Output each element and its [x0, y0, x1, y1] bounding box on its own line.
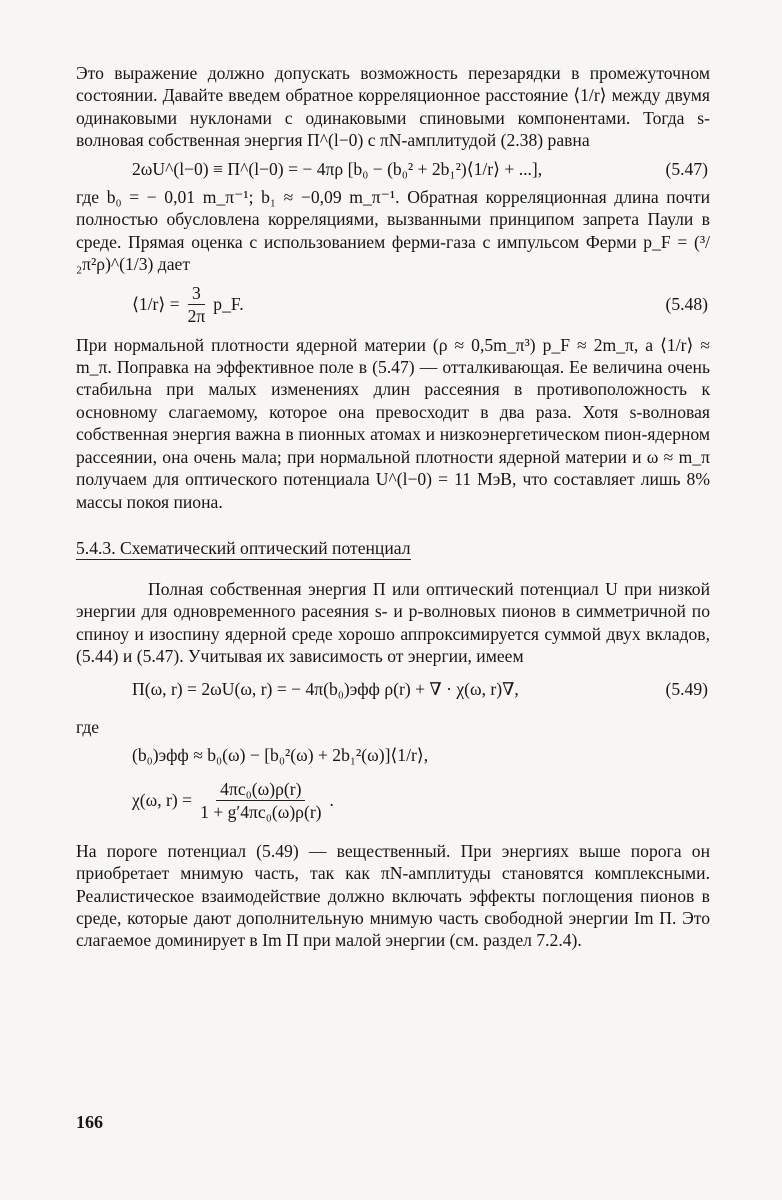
- equation-5-48-fraction: [184, 283, 210, 326]
- equation-5-49-body: Π(ω, r) = 2ωU(ω, r) = − 4π(b₀)эфф ρ(r) + ∇ · χ(ω, r)∇,: [132, 678, 519, 699]
- definition-chi-fraction: [196, 779, 325, 822]
- where-label: где: [76, 716, 100, 737]
- equation-5-48-number: (5.48): [665, 294, 708, 315]
- definition-chi-numerator: 4πc₀(ω)ρ(r): [216, 779, 305, 801]
- equation-5-47: [76, 158, 710, 180]
- equation-5-49: [76, 678, 710, 700]
- paragraph-2: где b₀ = − 0,01 m_π⁻¹; b₁ ≈ −0,09 m_π⁻¹. Обратная корреляционная длина почти полностью обусловлена корреляциями, вызванными принципом запрета Паули в среде. Прямая оценка с использованием ферми-газа с импульсом Ферми p_F = (³/₂π²ρ)^(1/3) дает: [76, 187, 710, 275]
- paragraph-5: На пороге потенциал (5.49) — вещественный. При энергиях выше порога он приобретает мнимую часть, так как πN-амплитуды становятся комплексными. Реалистическое взаимодействие должно включать эффекты поглощения пионов в среде, которые дают дополнительную мнимую часть свободной энергии Im Π. Это слагаемое доминирует в Im Π при малой энергии (см. раздел 7.2.4).: [76, 840, 710, 951]
- equation-5-48-rhs: p_F.: [213, 294, 244, 315]
- paragraph-1: Это выражение должно допускать возможность перезарядки в промежуточном состоянии. Давайте введем обратное корреляционное расстояние ⟨1/r⟩ между двумя одинаковыми нуклонами с одинаковыми спиновыми компонентами. Тогда s-волновая собственная энергия Π^(l−0) с πN-амплитудой (2.38) равна: [76, 63, 710, 151]
- equation-5-47-body: 2ωU^(l−0) ≡ Π^(l−0) = − 4πρ [b₀ − (b₀² + 2b₁²)⟨1/r⟩ + ...],: [132, 158, 543, 179]
- definition-chi-rhs: .: [329, 790, 334, 811]
- paragraph-3: При нормальной плотности ядерной материи (ρ ≈ 0,5m_π³) p_F ≈ 2m_π, а ⟨1/r⟩ ≈ m_π. Поправка на эффективное поле в (5.47) — отталкивающая. Ее величина очень стабильна при малых изменениях длин рассеяния в противоположность к основному слагаемому, которое она превосходит в два раза. Хотя s-волновая собственная энергия важна в пионных атомах и низкоэнергетическом пион-ядерном рассеянии, она очень мала; при нормальной плотности ядерной материи и ω ≈ m_π получаем для оптического потенциала U^(l−0) = 11 МэВ, что составляет лишь 8% массы покоя пиона.: [76, 334, 710, 512]
- paragraph-4: Полная собственная энергия Π или оптический потенциал U при низкой энергии для одновременного расеяния s- и p-волновых пионов в симметричной по спиноу и изоспину ядерной среде хорошо аппроксимируется суммой двух вкладов, (5.44) и (5.47). Учитывая их зависимость от энергии, имеем: [76, 578, 710, 667]
- equation-5-48-body: [76, 283, 244, 326]
- section-heading: 5.4.3. Схематический оптический потенциал: [76, 537, 411, 558]
- equation-5-48-lhs: ⟨1/r⟩ =: [132, 294, 180, 315]
- equation-5-47-number: (5.47): [665, 158, 708, 179]
- definition-chi-lhs: χ(ω, r) =: [132, 790, 193, 811]
- equation-5-48-denominator: 2π: [187, 306, 206, 327]
- definition-b0-eff: (b₀)эфф ≈ b₀(ω) − [b₀²(ω) + 2b₁²(ω)]⟨1/r⟩,: [132, 745, 429, 766]
- page-number: 166: [76, 1112, 103, 1132]
- equation-5-48-numerator: 3: [188, 283, 205, 305]
- equation-5-49-number: (5.49): [665, 678, 708, 699]
- definition-chi-denominator: 1 + g′4πc₀(ω)ρ(r): [200, 801, 322, 822]
- equation-5-48: [76, 282, 710, 328]
- definition-chi: [132, 779, 710, 822]
